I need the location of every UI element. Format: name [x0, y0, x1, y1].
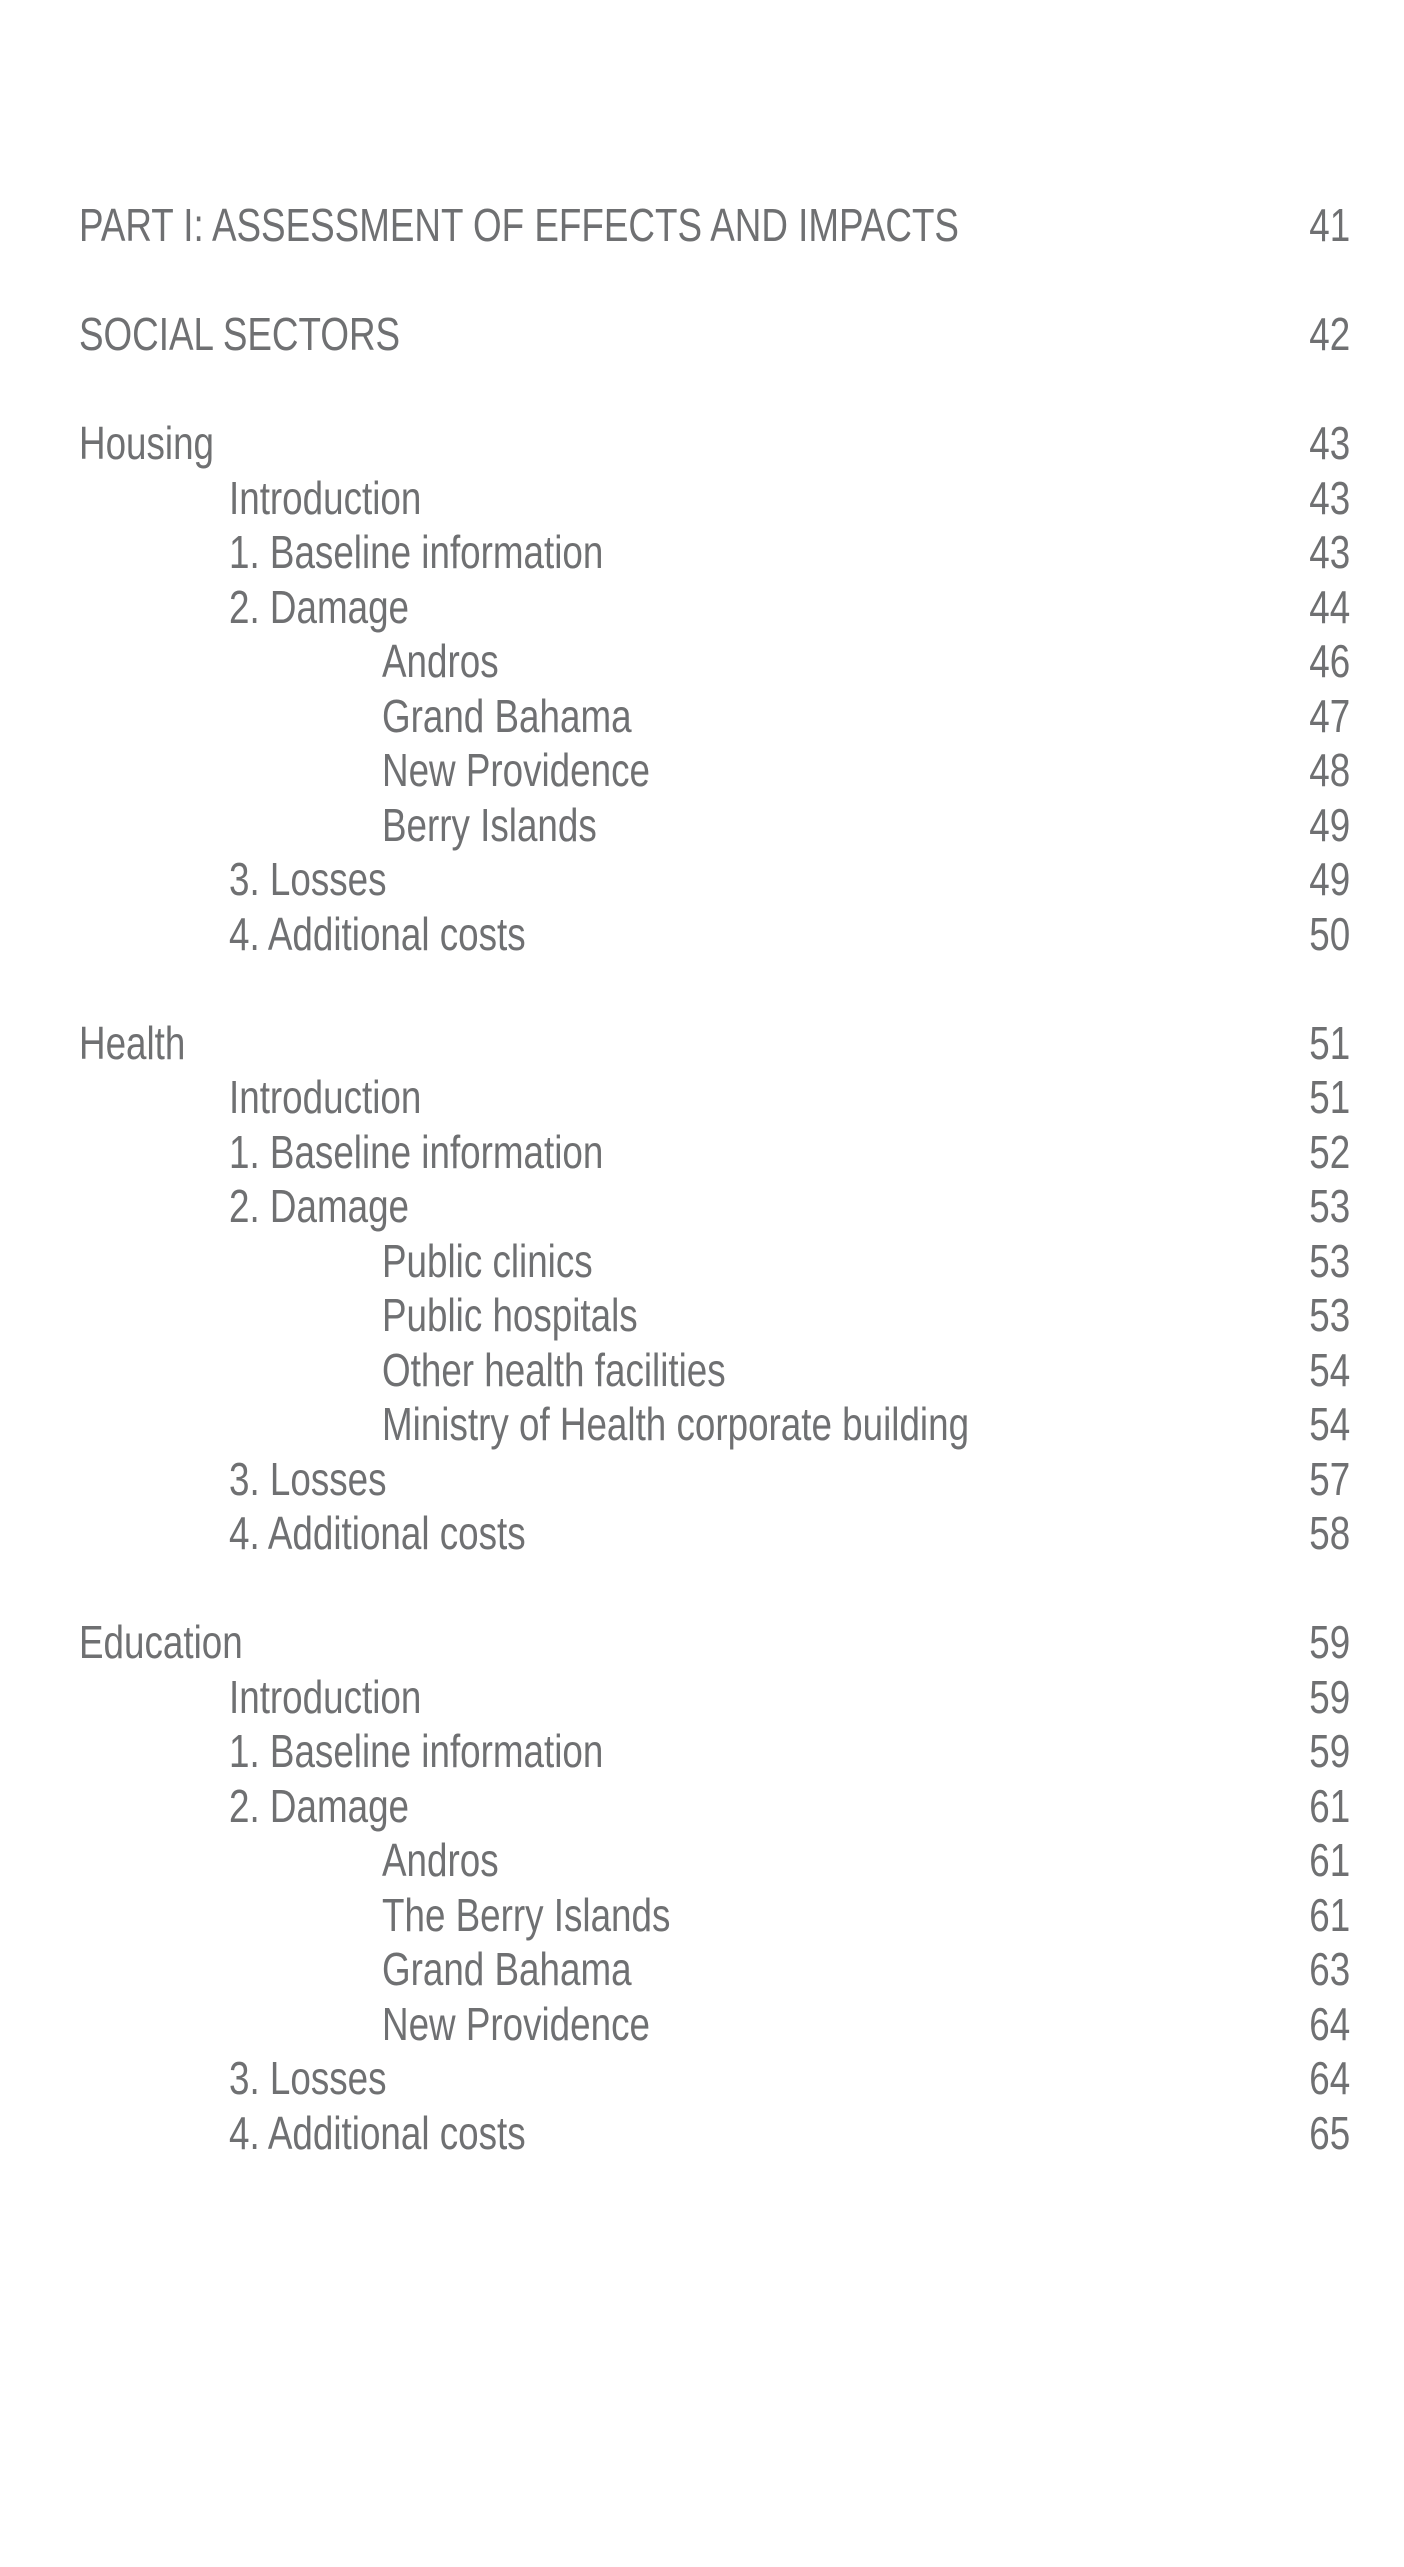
toc-row-entry[interactable] — [79, 525, 1350, 580]
table-of-contents — [79, 198, 1350, 2160]
toc-entry-page-number: 53 — [1309, 1180, 1350, 1233]
toc-entry-page-number: 50 — [1309, 907, 1350, 960]
toc-entry-label: Andros — [382, 1834, 499, 1887]
toc-entry-page-number: 43 — [1309, 471, 1350, 524]
toc-entry-page-number: 49 — [1309, 853, 1350, 906]
toc-entry-label: Ministry of Health corporate building — [382, 1398, 970, 1451]
toc-row-entry[interactable] — [79, 1724, 1350, 1779]
toc-entry-label: 4. Additional costs — [229, 1507, 526, 1560]
toc-row-entry[interactable] — [79, 1506, 1350, 1561]
toc-row-sub-entry[interactable] — [79, 1942, 1350, 1997]
toc-spacer — [79, 961, 1350, 1016]
toc-spacer — [79, 253, 1350, 308]
toc-entry-label: 2. Damage — [229, 1180, 410, 1233]
toc-entry-page-number: 63 — [1309, 1943, 1350, 1996]
toc-entry-label: Andros — [382, 635, 499, 688]
toc-entry-page-number: 64 — [1309, 2052, 1350, 2105]
toc-entry-page-number: 51 — [1309, 1016, 1350, 1069]
toc-row-section-title[interactable] — [79, 1615, 1350, 1670]
toc-row-entry[interactable] — [79, 1779, 1350, 1834]
toc-entry-page-number: 61 — [1309, 1834, 1350, 1887]
toc-row-part-heading[interactable] — [79, 198, 1350, 253]
toc-entry-page-number: 58 — [1309, 1507, 1350, 1560]
toc-row-sub-entry[interactable] — [79, 1833, 1350, 1888]
toc-entry-page-number: 48 — [1309, 744, 1350, 797]
toc-row-entry[interactable] — [79, 852, 1350, 907]
toc-row-sub-entry[interactable] — [79, 798, 1350, 853]
toc-entry-label: New Providence — [382, 1997, 650, 2050]
toc-row-sub-entry[interactable] — [79, 634, 1350, 689]
toc-row-entry[interactable] — [79, 907, 1350, 962]
toc-row-entry[interactable] — [79, 580, 1350, 635]
toc-entry-page-number: 59 — [1309, 1616, 1350, 1669]
toc-row-sub-entry[interactable] — [79, 1888, 1350, 1943]
toc-entry-label: 4. Additional costs — [229, 2106, 526, 2159]
toc-entry-label: Other health facilities — [382, 1343, 726, 1396]
toc-entry-label: Introduction — [229, 471, 422, 524]
toc-entry-page-number: 46 — [1309, 635, 1350, 688]
toc-entry-label: Public clinics — [382, 1234, 593, 1287]
toc-entry-page-number: 43 — [1309, 417, 1350, 470]
toc-entry-label: Introduction — [229, 1670, 422, 1723]
toc-row-sub-entry[interactable] — [79, 1997, 1350, 2052]
toc-entry-page-number: 42 — [1309, 308, 1350, 361]
toc-entry-label: Housing — [79, 417, 215, 470]
toc-entry-page-number: 43 — [1309, 526, 1350, 579]
toc-entry-page-number: 53 — [1309, 1234, 1350, 1287]
toc-entry-page-number: 54 — [1309, 1398, 1350, 1451]
toc-entry-label: 4. Additional costs — [229, 907, 526, 960]
toc-entry-label: Introduction — [229, 1071, 422, 1124]
toc-entry-label: 3. Losses — [229, 853, 387, 906]
toc-entry-page-number: 65 — [1309, 2106, 1350, 2159]
toc-row-entry[interactable] — [79, 471, 1350, 526]
toc-spacer — [79, 362, 1350, 417]
toc-row-sub-entry[interactable] — [79, 689, 1350, 744]
toc-entry-label: SOCIAL SECTORS — [79, 308, 401, 361]
toc-entry-label: The Berry Islands — [382, 1888, 671, 1941]
toc-entry-label: PART I: ASSESSMENT OF EFFECTS AND IMPACTS — [79, 199, 959, 252]
toc-row-section-title[interactable] — [79, 1016, 1350, 1071]
toc-entry-label: 1. Baseline information — [229, 1125, 604, 1178]
toc-entry-page-number: 41 — [1309, 199, 1350, 252]
toc-row-entry[interactable] — [79, 1179, 1350, 1234]
toc-entry-label: Education — [79, 1616, 243, 1669]
toc-entry-label: 3. Losses — [229, 2052, 387, 2105]
toc-row-section-title[interactable] — [79, 416, 1350, 471]
toc-row-entry[interactable] — [79, 1125, 1350, 1180]
toc-entry-label: Grand Bahama — [382, 689, 632, 742]
toc-row-sub-entry[interactable] — [79, 1397, 1350, 1452]
toc-entry-label: 1. Baseline information — [229, 526, 604, 579]
toc-row-sub-entry[interactable] — [79, 1288, 1350, 1343]
toc-entry-page-number: 47 — [1309, 689, 1350, 742]
toc-entry-label: 3. Losses — [229, 1452, 387, 1505]
toc-entry-label: 2. Damage — [229, 580, 410, 633]
toc-entry-label: New Providence — [382, 744, 650, 797]
toc-row-sub-entry[interactable] — [79, 743, 1350, 798]
toc-row-group-heading[interactable] — [79, 307, 1350, 362]
toc-row-entry[interactable] — [79, 1670, 1350, 1725]
toc-entry-page-number: 44 — [1309, 580, 1350, 633]
toc-entry-label: 1. Baseline information — [229, 1725, 604, 1778]
toc-entry-page-number: 59 — [1309, 1670, 1350, 1723]
toc-row-entry[interactable] — [79, 2051, 1350, 2106]
toc-entry-page-number: 64 — [1309, 1997, 1350, 2050]
toc-row-entry[interactable] — [79, 1070, 1350, 1125]
toc-entry-page-number: 61 — [1309, 1888, 1350, 1941]
toc-entry-page-number: 51 — [1309, 1071, 1350, 1124]
toc-entry-label: Health — [79, 1016, 186, 1069]
toc-entry-label: Grand Bahama — [382, 1943, 632, 1996]
toc-row-entry[interactable] — [79, 1452, 1350, 1507]
toc-row-sub-entry[interactable] — [79, 1234, 1350, 1289]
toc-entry-page-number: 49 — [1309, 798, 1350, 851]
toc-spacer — [79, 1561, 1350, 1616]
toc-entry-label: Berry Islands — [382, 798, 597, 851]
toc-entry-page-number: 54 — [1309, 1343, 1350, 1396]
toc-entry-label: 2. Damage — [229, 1779, 410, 1832]
toc-row-sub-entry[interactable] — [79, 1343, 1350, 1398]
toc-entry-page-number: 61 — [1309, 1779, 1350, 1832]
toc-entry-label: Public hospitals — [382, 1289, 638, 1342]
toc-entry-page-number: 53 — [1309, 1289, 1350, 1342]
toc-entry-page-number: 52 — [1309, 1125, 1350, 1178]
toc-entry-page-number: 57 — [1309, 1452, 1350, 1505]
toc-row-entry[interactable] — [79, 2106, 1350, 2161]
toc-entry-page-number: 59 — [1309, 1725, 1350, 1778]
